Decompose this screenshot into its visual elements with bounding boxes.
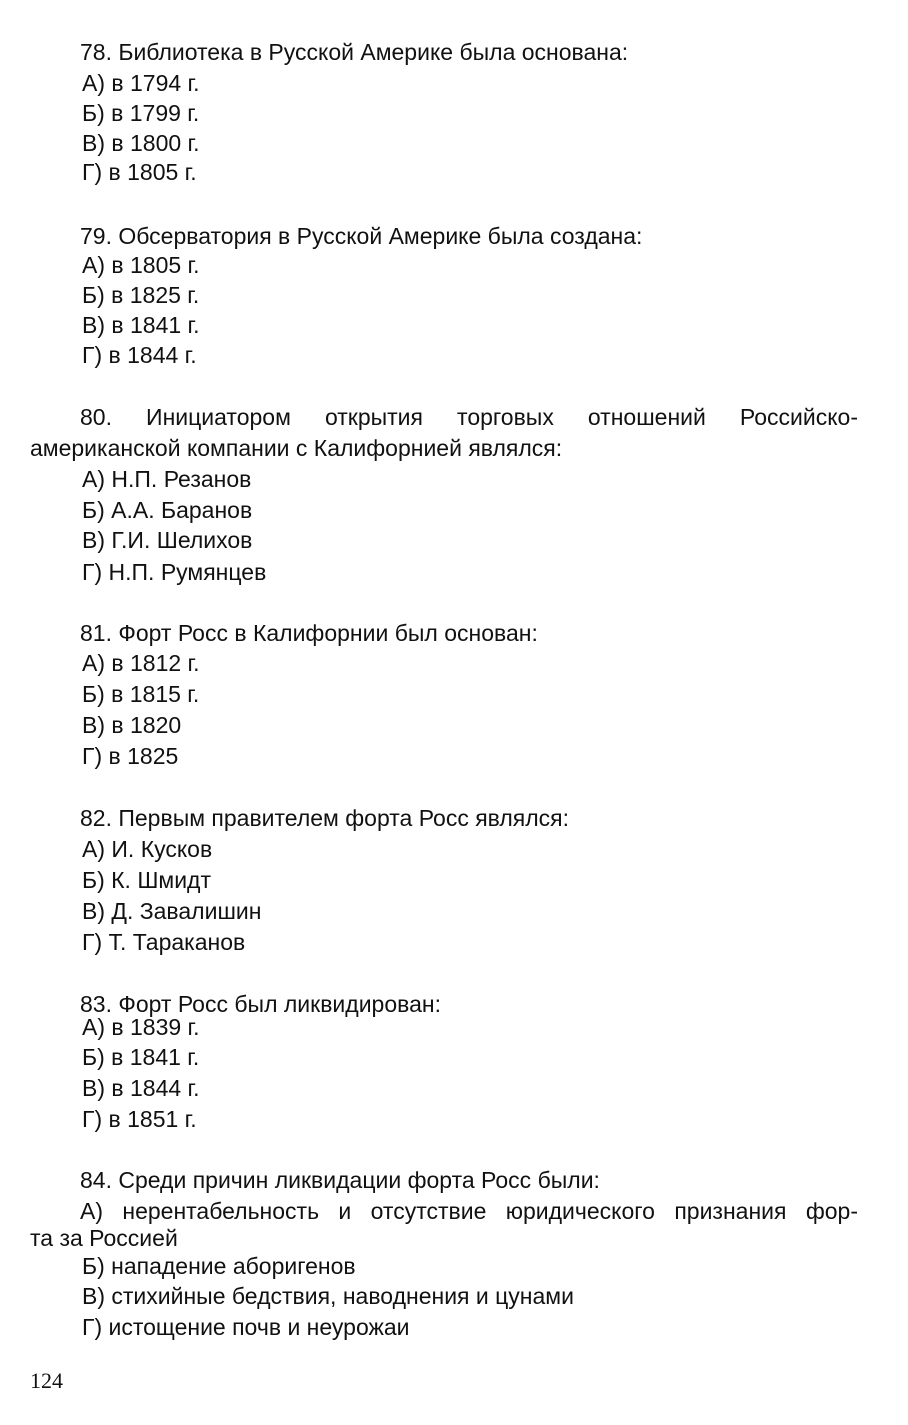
answer-option: В) Д. Завалишин [82,898,262,924]
answer-option: А) И. Кусков [82,836,213,862]
answer-option: Б) в 1815 г. [82,681,200,707]
answer-option: Г) в 1851 г. [82,1106,197,1132]
answer-option: Б) нападение аборигенов [82,1253,356,1279]
answer-option: А) нерентабельность и отсутствие юридического признания фор- [80,1198,858,1224]
answer-option: Б) К. Шмидт [82,867,212,893]
question-text: 82. Первым правителем форта Росс являлся: [80,805,570,831]
answer-option: В) в 1844 г. [82,1075,200,1101]
answer-option: Б) в 1799 г. [82,100,200,126]
answer-option-continued: та за Россией [30,1225,178,1251]
answer-option: Б) А.А. Баранов [82,497,253,523]
question-text: 80. Инициатором открытия торговых отношений Российско- [80,404,858,430]
question-text: 79. Обсерватория в Русской Америке была создана: [80,223,643,249]
answer-option: В) Г.И. Шелихов [82,527,253,553]
answer-option: В) в 1841 г. [82,312,200,338]
answer-option: Г) в 1844 г. [82,342,197,368]
question-text: 81. Форт Росс в Калифорнии был основан: [80,620,538,646]
answer-option: Б) в 1841 г. [82,1044,200,1070]
answer-option: Г) истощение почв и неурожаи [82,1314,410,1340]
answer-option: В) в 1820 [82,712,182,738]
question-text: 83. Форт Росс был ликвидирован: [80,991,441,1017]
answer-option: А) в 1839 г. [82,1014,200,1040]
question-text: 84. Среди причин ликвидации форта Росс были: [80,1167,600,1193]
answer-option: А) Н.П. Резанов [82,466,252,492]
page-number: 124 [30,1368,63,1393]
answer-option: Г) в 1825 [82,743,179,769]
question-text-continued: американской компании с Калифорнией являлся: [30,435,563,461]
answer-option: В) в 1800 г. [82,130,200,156]
answer-option: Б) в 1825 г. [82,282,200,308]
answer-option: Г) Н.П. Румянцев [82,559,267,585]
answer-option: В) стихийные бедствия, наводнения и цунами [82,1283,574,1309]
answer-option: Г) Т. Тараканов [82,929,246,955]
answer-option: А) в 1805 г. [82,252,200,278]
answer-option: Г) в 1805 г. [82,159,197,185]
answer-option: А) в 1812 г. [82,650,200,676]
question-text: 78. Библиотека в Русской Америке была основана: [80,39,629,65]
answer-option: А) в 1794 г. [82,70,200,96]
